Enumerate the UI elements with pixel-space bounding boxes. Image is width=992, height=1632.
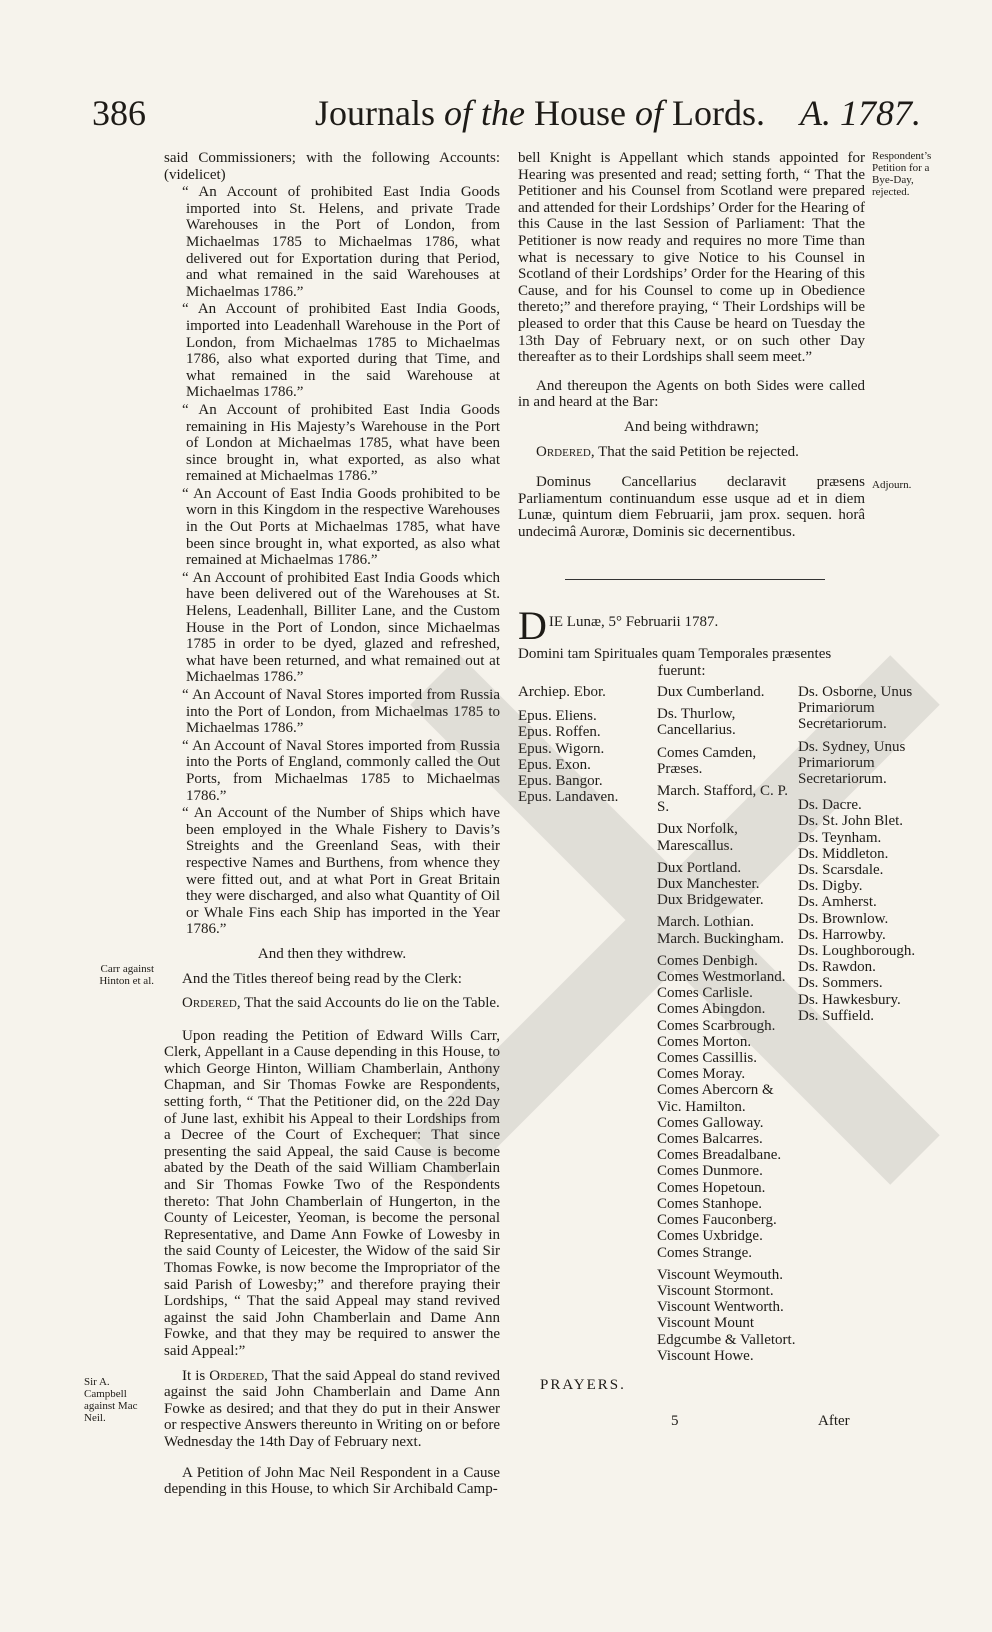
- journal-title: Journals of the House of Lords.: [315, 93, 766, 133]
- lord-name: Comes Denbigh.: [657, 952, 758, 969]
- lord-name: Comes Uxbridge.: [657, 1228, 763, 1245]
- margin-note-respondent: Respondent’s Petition for a Bye-Day, rejected.: [872, 150, 932, 198]
- lord-name: Ds. Middleton.: [798, 845, 889, 862]
- footer-prayers: PRAYERS.: [540, 1377, 626, 1393]
- lord-name: March. Lothian.: [657, 914, 755, 931]
- lord-name: Comes Balcarres.: [657, 1131, 763, 1148]
- lord-name: Comes Abercorn & Vic. Hamilton.: [657, 1082, 774, 1115]
- lord-name: Comes Hopetoun.: [657, 1179, 766, 1196]
- lords-temporal-list-1: [657, 684, 797, 1364]
- present-line-2: fuerunt:: [658, 663, 706, 679]
- lord-name: Comes Breadalbane.: [657, 1147, 782, 1164]
- lord-name: March. Buckingham.: [657, 930, 785, 947]
- lord-name: Comes Westmorland.: [657, 969, 786, 986]
- lord-name: Viscount Wentworth.: [657, 1299, 784, 1316]
- agents-called: And thereupon the Agents on both Sides were called in and heard at the Bar:: [518, 377, 865, 411]
- account-4: “ An Account of East India Goods prohibited to be worn in this Kingdom in the respective Warehouses in the Out Ports at Michaelmas 1785, what have been since brought in, what exported, as also what remained at Michaelmas 1786.”: [182, 485, 500, 569]
- lord-name: Ds. Amherst.: [798, 894, 877, 911]
- page-number: 386: [92, 93, 146, 133]
- journal-year: A. 1787.: [800, 93, 921, 133]
- lord-name: Comes Moray.: [657, 1066, 746, 1083]
- account-3: “ An Account of prohibited East India Goods remaining in His Majesty’s Warehouse in the Port of London at Michaelmas 1785, what have been since brought in, what exported, as also what remained at Michaelmas 1786.”: [182, 401, 500, 485]
- present-line: [518, 646, 918, 680]
- lord-name: Ds. Osborne, Unus Primariorum Secretariorum.: [798, 684, 913, 733]
- account-5: “ An Account of prohibited East India Goods which have been delivered out of the Warehouses at St. Helens, Leadenhall, Billiter Lane, and the Custom House in the Port of London, since Michaelmas 1785 in order to be dyed, glazed and refreshed, what have been returned, and what remained out at Michaelmas 1786.”: [182, 569, 500, 686]
- margin-note-carr: Carr against Hinton et al.: [99, 963, 154, 987]
- lord-name: Ds. Harrowby.: [798, 926, 886, 943]
- lord-name: Viscount Weymouth.: [657, 1266, 783, 1283]
- margin-note-campbell: Sir A. Campbell against Mac Neil.: [84, 1376, 138, 1424]
- account-1: “ An Account of prohibited East India Goods imported into St. Helens, and private Trade Warehouses in the Port of London, from Michaelmas 1785 to Michaelmas 1786, what delivered out for Exportation during that Period, and what remained in the said Warehouses at Michaelmas 1786.”: [182, 184, 500, 300]
- lord-name: Dux Portland.: [657, 859, 742, 876]
- lord-name: Ds. Sommers.: [798, 975, 883, 992]
- left-column: [164, 150, 500, 1499]
- lord-name: Epus. Bangor.: [518, 773, 603, 790]
- lord-name: Dux Bridgewater.: [657, 892, 764, 909]
- lord-name: Epus. Wigorn.: [518, 740, 605, 757]
- lord-name: Ds. St. John Blet.: [798, 813, 904, 830]
- lord-name: Comes Dunmore.: [657, 1163, 763, 1180]
- lord-name: Comes Carlisle.: [657, 985, 753, 1002]
- withdrew-line: And then they withdrew.: [257, 945, 407, 962]
- left-intro: said Commissioners; with the following Accounts: (videlicet): [164, 150, 500, 183]
- lord-name: Viscount Stormont.: [657, 1282, 774, 1299]
- lord-name: Ds. Digby.: [798, 878, 863, 895]
- footer-signature: 5: [671, 1413, 679, 1429]
- lord-name: Ds. Sydney, Unus Primariorum Secretariorum.: [798, 738, 906, 788]
- lord-name: Comes Morton.: [657, 1033, 752, 1050]
- carr-ordered: It is Ordered, That the said Appeal do stand revived against the said John Chamberlain and Dame Ann Fowke as desired; and that they do put in their Answer or respective Answers thereunto in Writing on or before Wednesday the 14th Day of February next.: [164, 1367, 501, 1450]
- lords-temporal-list-2: [798, 684, 930, 1024]
- lord-name: Epus. Roffen.: [518, 724, 601, 741]
- lord-name: Epus. Exon.: [518, 756, 591, 773]
- lord-name: Comes Galloway.: [657, 1114, 764, 1131]
- lord-name: [518, 700, 643, 708]
- account-8: “ An Account of the Number of Ships which have been employed in the Whale Fishery to Davis’s Streights and the Greenland Seas, with their respective Names and Burthens, from whence they were fitted out, and at what Port in Great Britain they were discharged, and also what Quantity of Oil or Whale Fins each Ship has imported in the Year 1786.”: [182, 805, 500, 938]
- footer-catchword: After: [818, 1413, 850, 1429]
- lord-name: Ds. Loughborough.: [798, 943, 916, 960]
- margin-note-adjourn: Adjourn.: [872, 479, 912, 491]
- lord-name: Ds. Hawkesbury.: [798, 991, 901, 1008]
- present-line-1: Domini tam Spirituales quam Temporales præsentes: [518, 646, 832, 662]
- ordered-accounts: Ordered, That the said Accounts do lie on the Table.: [182, 995, 500, 1012]
- lord-name: Comes Scarbrough.: [657, 1017, 776, 1034]
- lord-name: Dux Cumberland.: [657, 684, 765, 700]
- account-2: “ An Account of prohibited East India Goods, imported into Leadenhall Warehouse in the Port of London, from Michaelmas 1785 to Michaelmas 1786, also what exported during that Time, and what remained in the said Warehouse at Michaelmas 1786.”: [182, 301, 500, 401]
- titles-read-line: And the Titles thereof being read by the Clerk:: [182, 970, 462, 987]
- lord-name: Viscount Mount Edgcumbe & Valletort.: [657, 1315, 796, 1348]
- lord-name: Dux Norfolk, Marescallus.: [657, 821, 738, 854]
- lord-name: Epus. Eliens.: [518, 708, 597, 725]
- being-withdrawn: And being withdrawn;: [624, 418, 759, 435]
- account-6: “ An Account of Naval Stores imported from Russia into the Port of London, from Michaelmas 1785 to Michaelmas 1786.”: [182, 687, 500, 737]
- section-rule: [565, 579, 825, 580]
- ordered-rejected: Ordered, That the said Petition be rejected.: [536, 443, 799, 460]
- lord-name: Viscount Howe.: [657, 1347, 754, 1364]
- lord-name: Ds. Teynham.: [798, 829, 882, 846]
- lord-name: Epus. Landaven.: [518, 789, 619, 806]
- campbell-continuation: bell Knight is Appellant which stands appointed for Hearing was presented and read; setting forth, “ That the Petitioner and his Counsel from Scotland were prepared and attended for their Lordships’ Order for the Hearing of this Cause in the last Session of Parliament: That the Petitioner is now ready and requires no more Time than what is necessary to give Notice to his Counsel in Scotland of their Lordships’ Order for the Hearing of this Cause, and for his Counsel to come up in Obedience thereto;” and therefore praying, “ Their Lordships will be pleased to order that this Cause be heard on Tuesday the 13th Day of February next, or on such other Day thereafter as to their Lordships shall seem meet.”: [518, 150, 865, 366]
- lord-name: Comes Fauconberg.: [657, 1212, 777, 1229]
- carr-petition: Upon reading the Petition of Edward Wills Carr, Clerk, Appellant in a Cause depending in this House, to which George Hinton, William Chamberlain, Anthony Chapman, and Sir Thomas Fowke are Respondents, setting forth, “ That the Petitioner did, on the 22d Day of June last, exhibit his Appeal to their Lordships from a Decree of the Court of Exchequer: That since presenting the said Appeal, the said Cause is become abated by the Death of the said William Chamberlain and Sir Thomas Fowke Two of the Respondents thereto: That John Chamberlain of Hungerton, in the County of Leicester, Yeoman, is become the personal Representative, and Dame Ann Fowke of Lowesby in the said County of Leicester, the Widow of the said Sir Thomas Fowke, is now become the Impropriator of the said Parish of Lowesby;” and therefore praying their Lordships, “ That the said Appeal may stand revived against the said John Chamberlain and Dame Ann Fowke, and that they may be required to answer the said Appeal:”: [164, 1027, 500, 1359]
- lord-name: Ds. Dacre.: [798, 797, 862, 814]
- account-7: “ An Account of Naval Stores imported from Russia into the Ports of England, commonly called the Out Ports, from Michaelmas 1785 to Michaelmas 1786.”: [182, 737, 500, 804]
- lord-name: Ds. Rawdon.: [798, 959, 876, 976]
- lord-name: Archiep. Ebor.: [518, 684, 606, 700]
- lord-name: Ds. Thurlow, Cancellarius.: [657, 706, 736, 739]
- lord-name: Comes Abingdon.: [657, 1001, 766, 1018]
- lord-name: March. Stafford, C. P. S.: [657, 783, 788, 816]
- macneil-petition: A Petition of John Mac Neil Respondent in a Cause depending in this House, to which Sir Archibald Camp-: [164, 1464, 500, 1498]
- adjourn-latin: Dominus Cancellarius declaravit præsens Parliamentum continuandum esse usque ad et in diem Lunæ, quintum diem Februarii, jam prox. sequen. horâ undecimâ Auroræ, Dominis sic decernentibus.: [518, 474, 865, 540]
- lord-name: Dux Manchester.: [657, 876, 760, 893]
- lord-name: Ds. Brownlow.: [798, 910, 889, 927]
- lord-name: Comes Stanhope.: [657, 1195, 762, 1212]
- lords-spiritual-list: [518, 684, 643, 805]
- dropcap-letter: D: [518, 603, 547, 648]
- lord-name: Ds. Scarsdale.: [798, 862, 884, 879]
- lord-name: Comes Camden, Præses.: [657, 744, 757, 777]
- right-column: [518, 150, 865, 541]
- sitting-heading: [518, 603, 865, 648]
- lord-name: Comes Strange.: [657, 1244, 752, 1261]
- lord-name: Ds. Suffield.: [798, 1007, 874, 1024]
- sitting-date: IE Lunæ, 5° Februarii 1787.: [548, 614, 719, 630]
- lord-name: Comes Cassillis.: [657, 1050, 758, 1067]
